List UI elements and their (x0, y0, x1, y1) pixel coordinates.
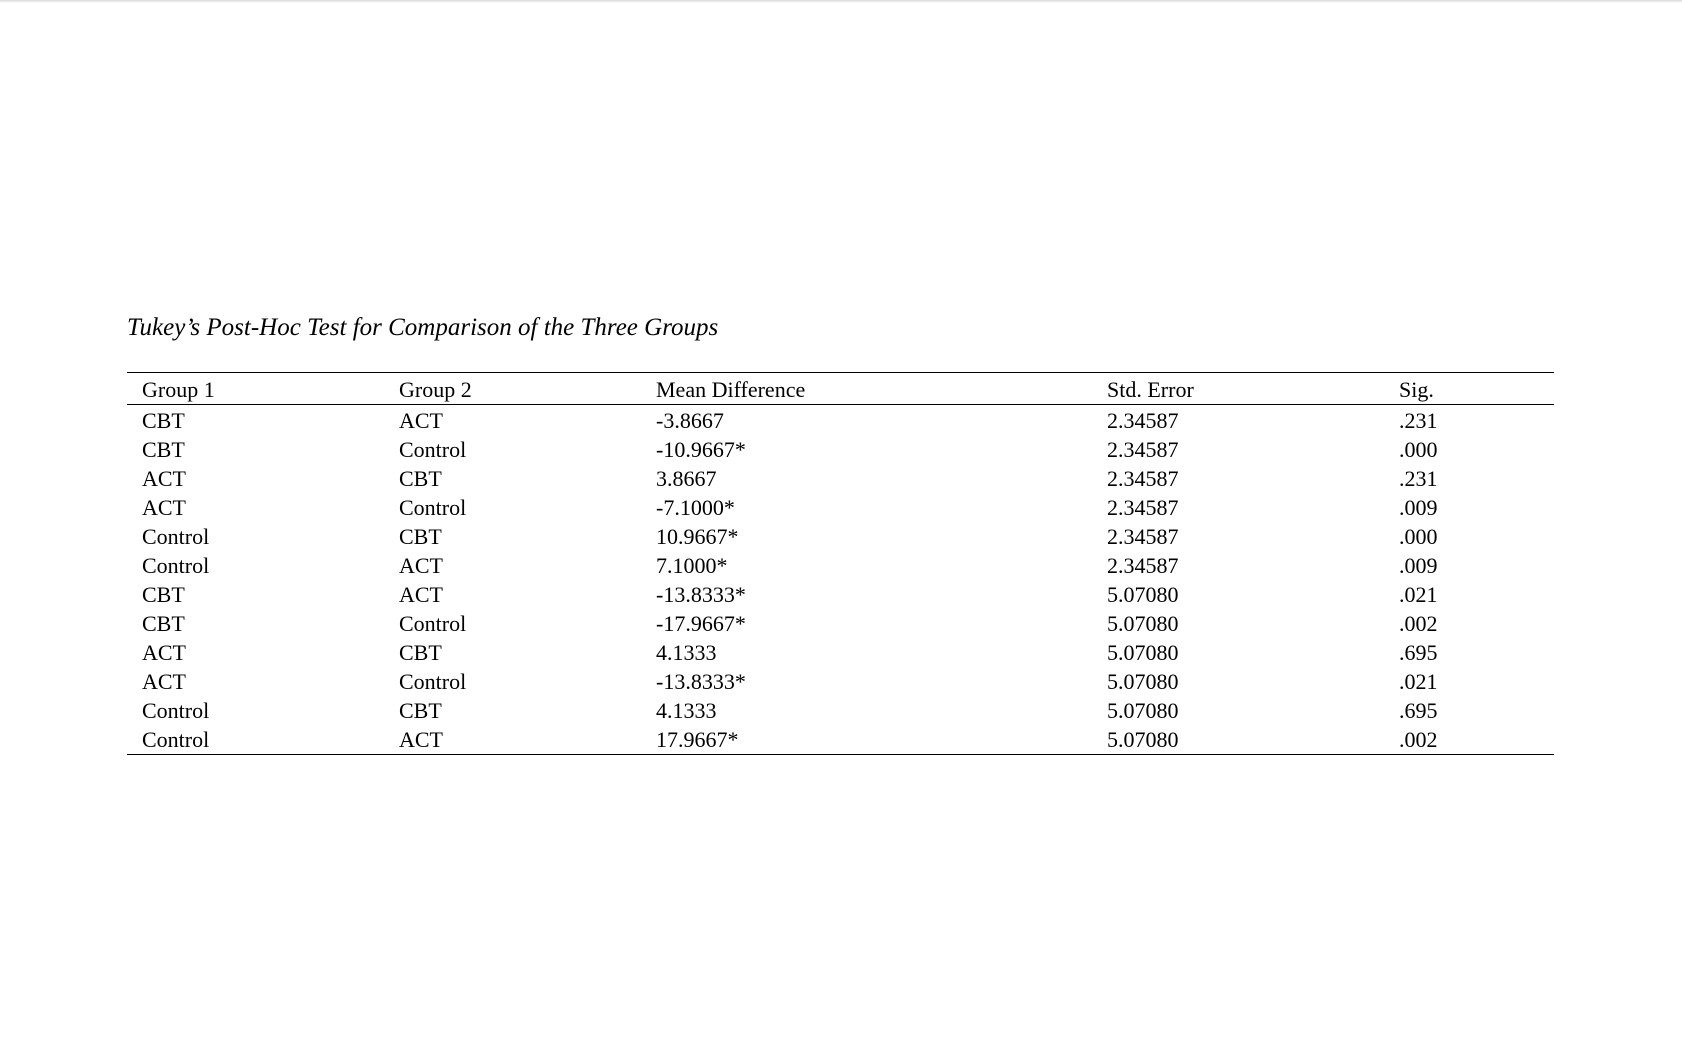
cell-mean-difference: -3.8667 (656, 408, 724, 433)
table-row (127, 493, 1554, 522)
table-caption: Tukey’s Post-Hoc Test for Comparison of the Three Groups (127, 314, 719, 341)
cell-mean-difference: -13.8333* (656, 669, 746, 694)
cell-std-error: 2.34587 (1107, 466, 1179, 491)
cell-std-error: 5.07080 (1107, 582, 1179, 607)
cell-std-error: 5.07080 (1107, 640, 1179, 665)
cell-group-2: Control (399, 437, 467, 462)
table-row (127, 406, 1554, 435)
header-std-error: Std. Error (1107, 377, 1194, 402)
table-row (127, 464, 1554, 493)
cell-std-error: 2.34587 (1107, 408, 1179, 433)
cell-std-error: 5.07080 (1107, 669, 1179, 694)
table-row (127, 609, 1554, 638)
cell-std-error: 5.07080 (1107, 611, 1179, 636)
cell-group-1: ACT (142, 640, 186, 665)
cell-mean-difference: 4.1333 (656, 640, 717, 665)
cell-group-2: CBT (399, 466, 442, 491)
cell-std-error: 5.07080 (1107, 727, 1179, 752)
page-top-edge (0, 0, 1682, 3)
cell-sig: .002 (1399, 727, 1438, 752)
cell-std-error: 2.34587 (1107, 437, 1179, 462)
cell-group-1: Control (142, 698, 210, 723)
cell-group-1: Control (142, 524, 210, 549)
tukey-posthoc-table (127, 372, 1554, 755)
cell-group-2: ACT (399, 727, 443, 752)
header-sig: Sig. (1399, 377, 1434, 402)
cell-group-2: CBT (399, 524, 442, 549)
cell-group-1: CBT (142, 611, 185, 636)
cell-group-1: CBT (142, 582, 185, 607)
cell-group-1: ACT (142, 669, 186, 694)
cell-std-error: 2.34587 (1107, 524, 1179, 549)
table-row (127, 580, 1554, 609)
cell-group-1: Control (142, 727, 210, 752)
cell-group-1: CBT (142, 437, 185, 462)
table-body (127, 405, 1554, 754)
cell-group-2: Control (399, 495, 467, 520)
cell-group-2: ACT (399, 582, 443, 607)
cell-mean-difference: 17.9667* (656, 727, 739, 752)
cell-group-2: ACT (399, 553, 443, 578)
cell-group-1: Control (142, 553, 210, 578)
cell-group-2: CBT (399, 640, 442, 665)
cell-mean-difference: 4.1333 (656, 698, 717, 723)
cell-group-1: ACT (142, 495, 186, 520)
cell-mean-difference: -13.8333* (656, 582, 746, 607)
cell-mean-difference: 10.9667* (656, 524, 739, 549)
table-row (127, 638, 1554, 667)
cell-sig: .695 (1399, 698, 1438, 723)
cell-sig: .231 (1399, 466, 1438, 491)
table-row (127, 725, 1554, 754)
cell-sig: .021 (1399, 669, 1438, 694)
table-row (127, 522, 1554, 551)
cell-std-error: 2.34587 (1107, 495, 1179, 520)
table-row (127, 667, 1554, 696)
cell-mean-difference: -17.9667* (656, 611, 746, 636)
cell-mean-difference: -10.9667* (656, 437, 746, 462)
cell-sig: .000 (1399, 524, 1438, 549)
cell-sig: .000 (1399, 437, 1438, 462)
cell-mean-difference: -7.1000* (656, 495, 735, 520)
header-mean-difference: Mean Difference (656, 377, 806, 402)
header-group-1: Group 1 (142, 377, 215, 402)
cell-group-2: CBT (399, 698, 442, 723)
cell-std-error: 2.34587 (1107, 553, 1179, 578)
cell-sig: .695 (1399, 640, 1438, 665)
table-header-row (127, 373, 1554, 405)
cell-sig: .002 (1399, 611, 1438, 636)
cell-group-2: ACT (399, 408, 443, 433)
table-row (127, 551, 1554, 580)
cell-mean-difference: 7.1000* (656, 553, 728, 578)
table-row (127, 696, 1554, 725)
cell-sig: .231 (1399, 408, 1438, 433)
table-row (127, 435, 1554, 464)
cell-group-2: Control (399, 611, 467, 636)
cell-mean-difference: 3.8667 (656, 466, 717, 491)
cell-sig: .009 (1399, 495, 1438, 520)
cell-sig: .021 (1399, 582, 1438, 607)
cell-sig: .009 (1399, 553, 1438, 578)
header-group-2: Group 2 (399, 377, 472, 402)
cell-group-1: CBT (142, 408, 185, 433)
cell-group-2: Control (399, 669, 467, 694)
cell-group-1: ACT (142, 466, 186, 491)
cell-std-error: 5.07080 (1107, 698, 1179, 723)
